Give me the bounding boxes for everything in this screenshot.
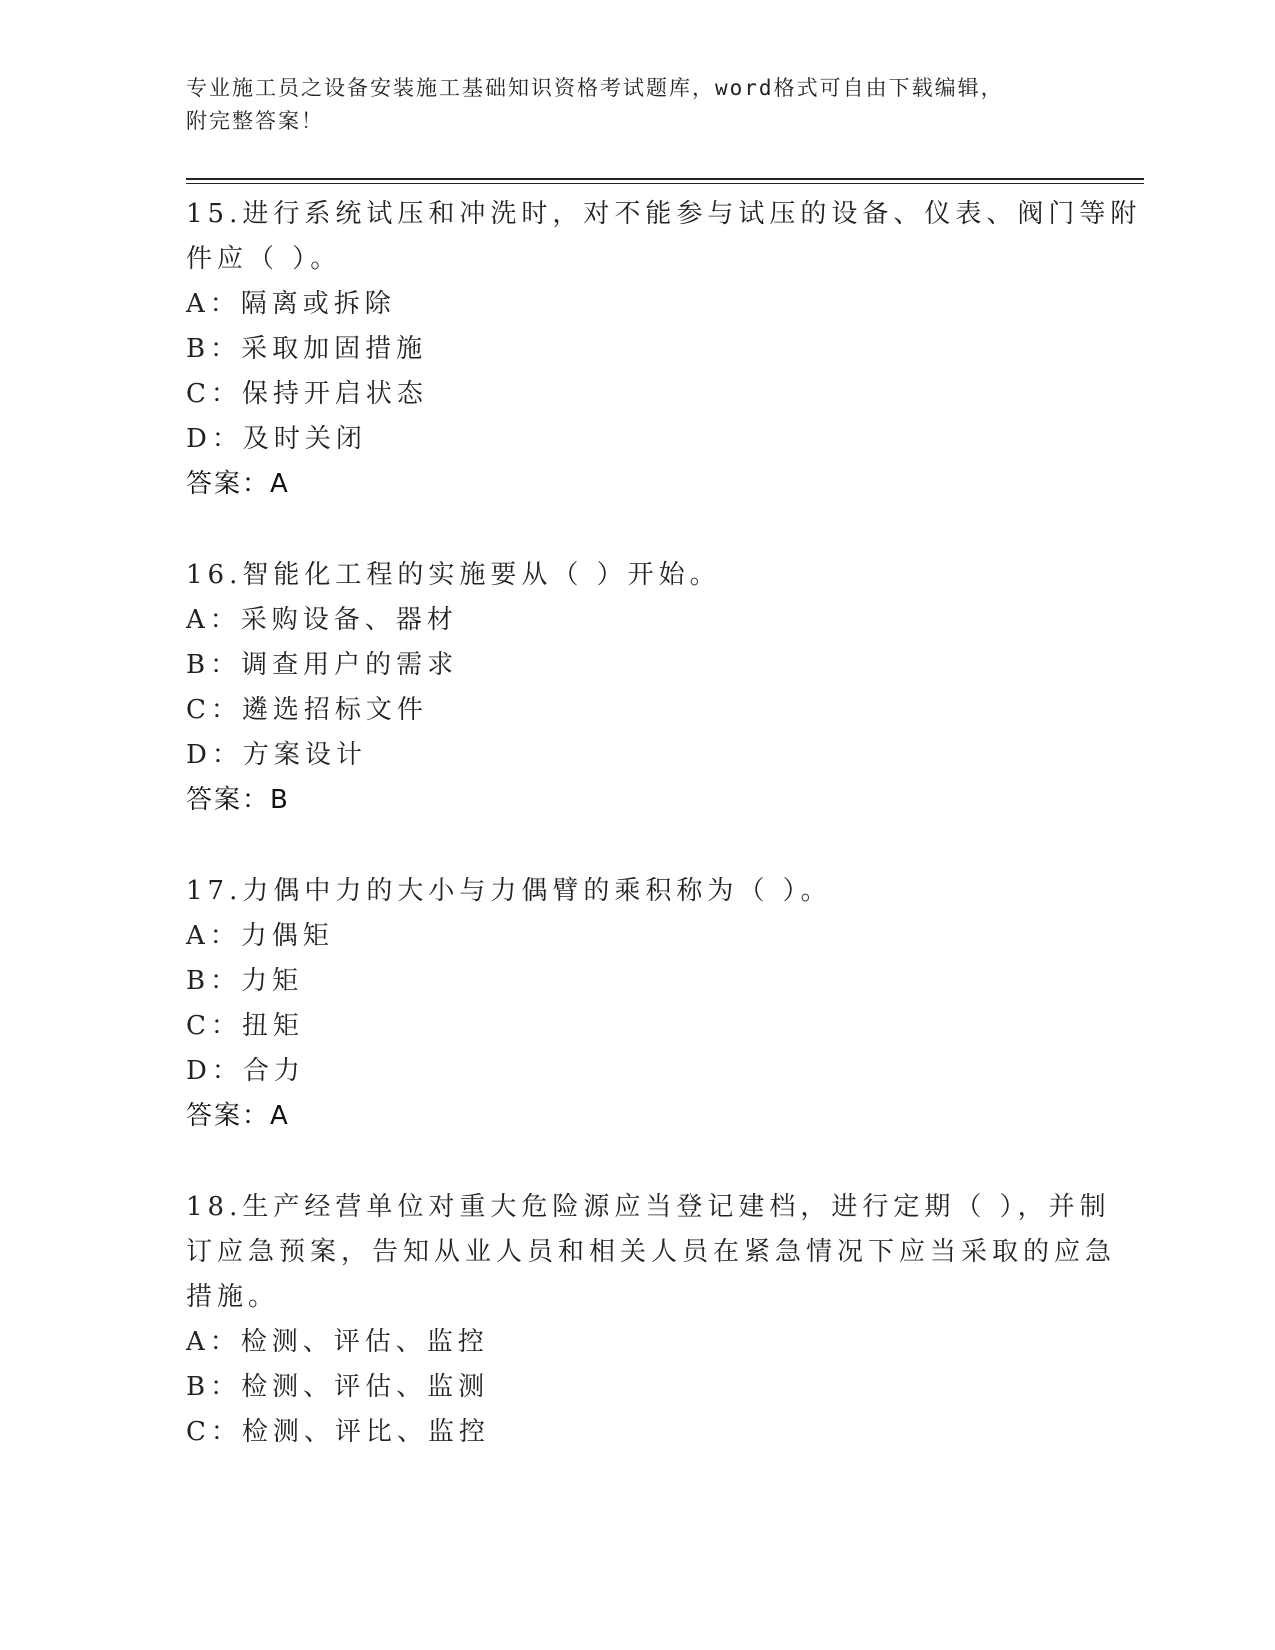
- option-c: C：保持开启状态: [186, 379, 428, 409]
- option-c: C：遴选招标文件: [186, 695, 428, 725]
- question-text-line: 订应急预案，告知从业人员和相关人员在紧急情况下应当采取的应急: [186, 1237, 1117, 1267]
- option-a: A：力偶矩: [186, 921, 334, 951]
- option-c: C：扭矩: [186, 1011, 304, 1041]
- answer-label: 答案：A: [186, 469, 290, 499]
- question-text-line: 15.进行系统试压和冲洗时，对不能参与试压的设备、仪表、阀门等附: [186, 199, 1142, 229]
- question-18: [186, 1185, 1117, 1455]
- option-c: C：检测、评比、监控: [186, 1417, 490, 1447]
- header-line-1: 专业施工员之设备安装施工基础知识资格考试题库，word格式可自由下载编辑，: [186, 76, 1004, 100]
- header-divider-thin: [186, 183, 1144, 184]
- header-divider-thick: [186, 178, 1144, 180]
- option-b: B：力矩: [186, 966, 304, 996]
- option-a: A：检测、评估、监控: [186, 1327, 489, 1357]
- question-16: [186, 553, 1086, 823]
- option-d: D：方案设计: [186, 740, 367, 770]
- question-text-line: 措施。: [186, 1282, 280, 1312]
- question-text-line: 16.智能化工程的实施要从（ ）开始。: [186, 560, 721, 590]
- document-header: [186, 72, 1066, 138]
- question-15: [186, 192, 1142, 507]
- option-b: B：检测、评估、监测: [186, 1372, 490, 1402]
- question-text-line: 18.生产经营单位对重大危险源应当登记建档，进行定期（ ），并制: [186, 1192, 1111, 1222]
- question-list: [186, 192, 1142, 1501]
- option-d: D：及时关闭: [186, 424, 367, 454]
- question-text-line: 件应（ ）。: [186, 244, 342, 274]
- header-line-2: 附完整答案！: [186, 109, 324, 133]
- answer-label: 答案：B: [186, 785, 290, 815]
- option-a: A：采购设备、器材: [186, 605, 458, 635]
- answer-label: 答案：A: [186, 1101, 290, 1131]
- option-b: B：采取加固措施: [186, 334, 428, 364]
- question-text-line: 17.力偶中力的大小与力偶臂的乘积称为（ ）。: [186, 876, 832, 906]
- option-b: B：调查用户的需求: [186, 650, 459, 680]
- option-d: D：合力: [186, 1056, 305, 1086]
- option-a: A：隔离或拆除: [186, 289, 396, 319]
- question-17: [186, 869, 1086, 1139]
